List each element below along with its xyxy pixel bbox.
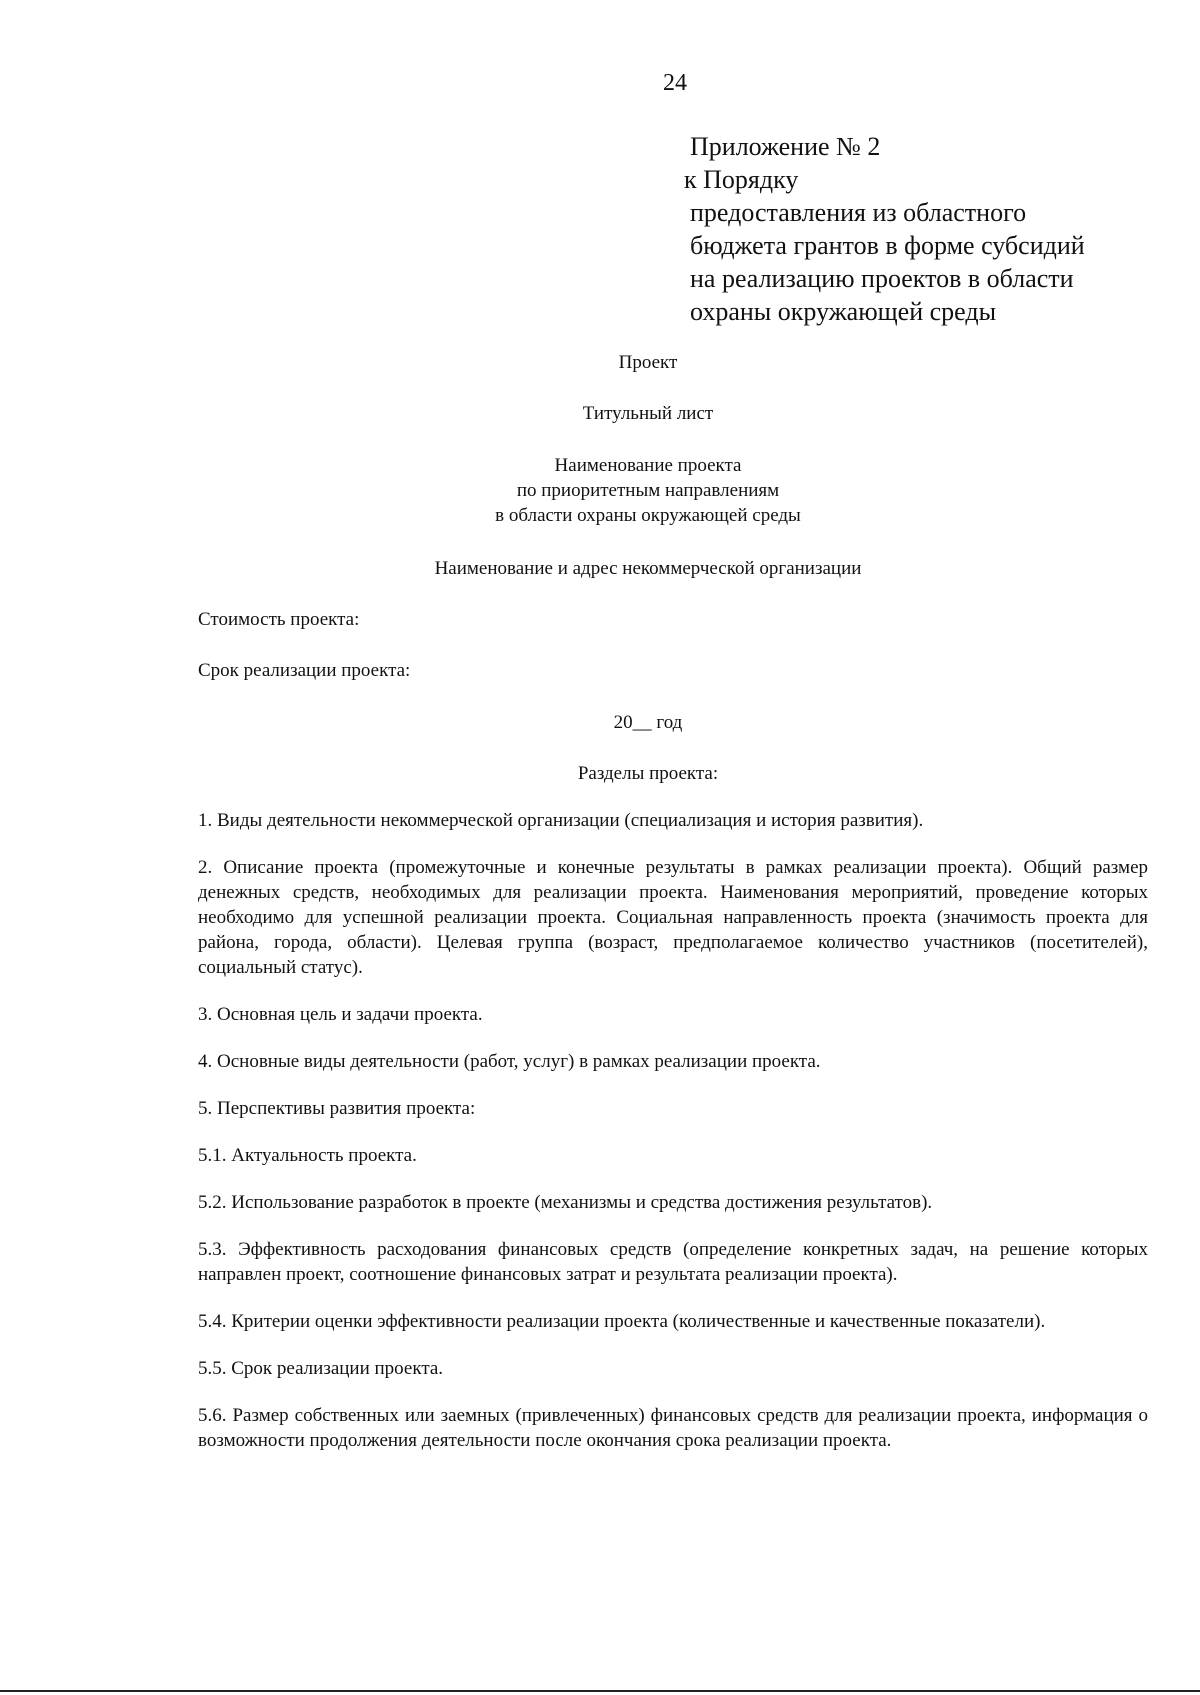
sections-list [198,808,1148,1475]
section-item: 5.6. Размер собственных или заемных (привлеченных) финансовых средств для реализации проекта, информация о возможности продолжения деятельности после окончания срока реализации проекта. [198,1405,1148,1451]
section-item: 5.4. Критерии оценки эффективности реализации проекта (количественные и качественные показатели). [198,1311,1046,1332]
project-name-line: Наименование проекта [554,455,742,476]
project-name-line: по приоритетным направлениям [516,480,780,501]
section-item: 4. Основные виды деятельности (работ, услуг) в рамках реализации проекта. [198,1051,821,1072]
title-sheet-heading: Титульный лист [582,403,714,424]
section-item: 2. Описание проекта (промежуточные и конечные результаты в рамках реализации проекта). Общий размер денежных средств, необходимых для реализации проекта. Наименования мероприятий, проведение которых необходимо для успешной реализации проекта. Социальная направленность проекта (значимость проекта для района, города, области). Целевая группа (возраст, предполагаемое количество участников (посетителей), социальный статус). [198,857,1148,978]
page-number-text: 24 [663,70,687,96]
appendix-line: на реализацию проектов в области [690,264,1074,293]
section-item: 1. Виды деятельности некоммерческой организации (специализация и история развития). [198,810,924,831]
appendix-line: бюджета грантов в форме субсидий [690,231,1085,260]
section-item: 3. Основная цель и задачи проекта. [198,1004,483,1025]
draft-label: Проект [618,352,678,373]
sections-title: Разделы проекта: [577,763,719,784]
org-name-address: Наименование и адрес некоммерческой организации [434,558,862,579]
appendix-line: охраны окружающей среды [690,297,997,326]
project-term-label: Срок реализации проекта: [198,660,411,681]
project-name-line: в области охраны окружающей среды [495,505,801,526]
appendix-header [684,130,1085,328]
section-item: 5.5. Срок реализации проекта. [198,1358,444,1379]
section-item: 5.2. Использование разработок в проекте (механизмы и средства достижения результатов). [198,1192,933,1213]
section-item: 5.3. Эффективность расходования финансовых средств (определение конкретных задач, на решение которых направлен проект, соотношение финансовых затрат и результата реализации проекта). [198,1239,1148,1285]
section-item: 5. Перспективы развития проекта: [198,1098,476,1119]
page-bottom-rule [0,1690,1200,1692]
page-number [0,70,1200,97]
section-item: 5.1. Актуальность проекта. [198,1145,417,1166]
appendix-line: к Порядку [684,165,799,194]
appendix-line: предоставления из областного [690,198,1027,227]
appendix-line: Приложение № 2 [690,132,881,161]
project-name-block [198,453,1098,528]
project-cost-label: Стоимость проекта: [198,609,360,630]
year-line: 20__ год [613,712,683,733]
